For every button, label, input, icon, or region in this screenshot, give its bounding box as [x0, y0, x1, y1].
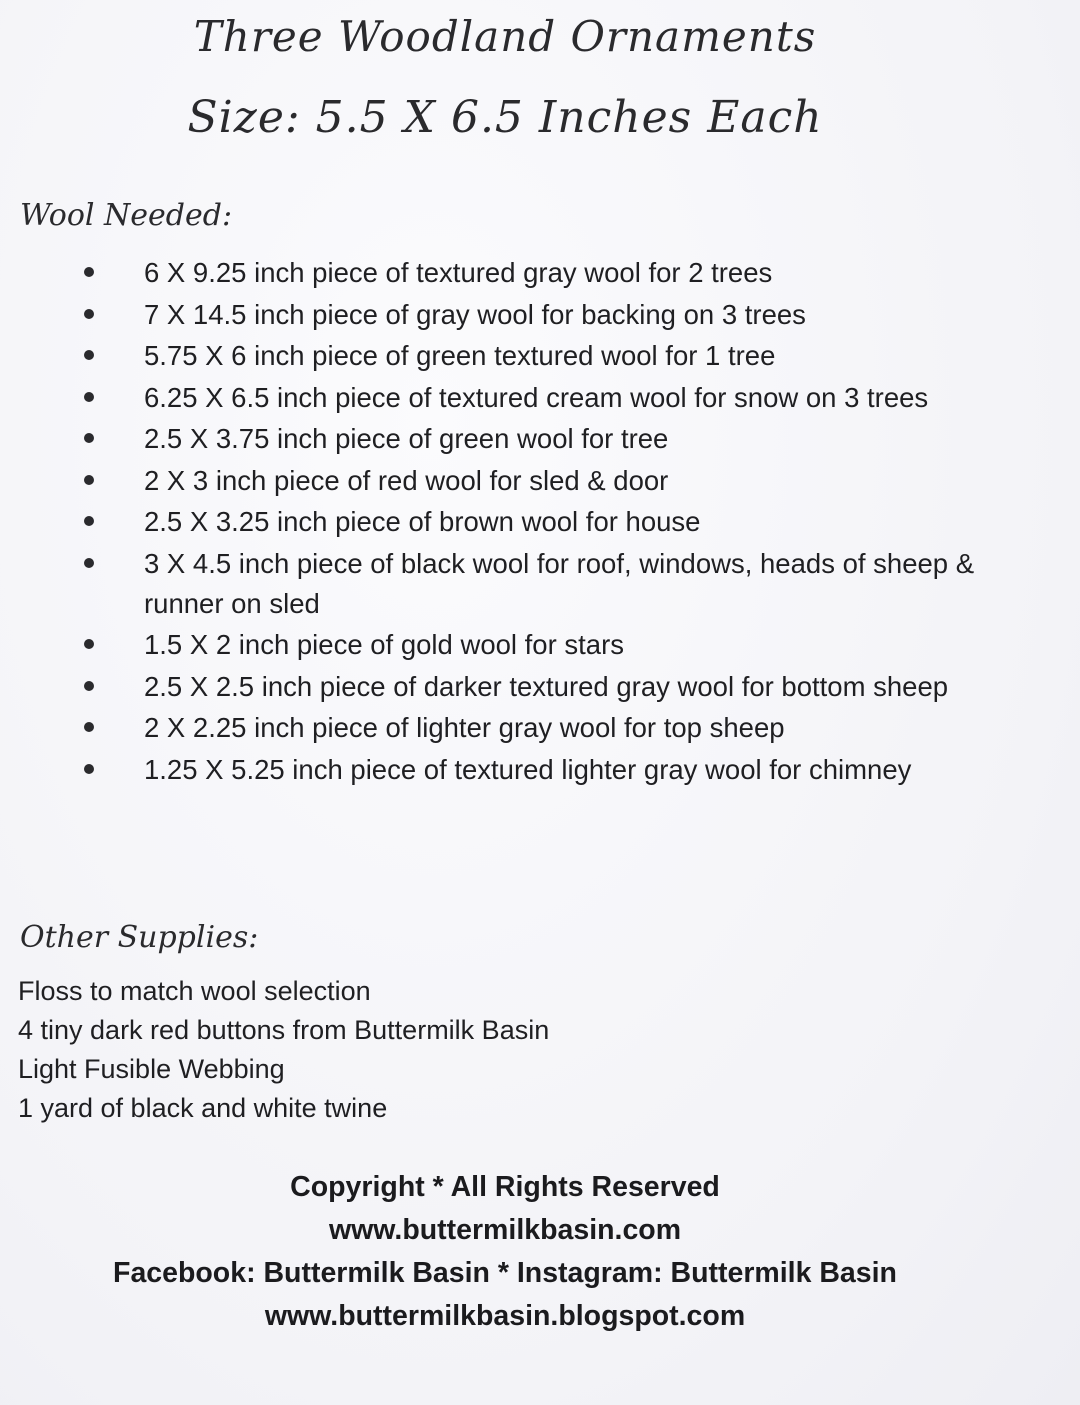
website-text: www.buttermilkbasin.com [328, 1214, 682, 1246]
blog-text: www.buttermilkbasin.blogspot.com [264, 1300, 746, 1332]
social-text: Facebook: Buttermilk Basin * Instagram: Buttermilk Basin [113, 1257, 897, 1289]
list-item-text: 2.5 X 2.5 inch piece of darker textured gray wool for bottom sheep [144, 670, 949, 702]
size-subtitle: Size: 5.5 X 6.5 Inches Each [187, 92, 823, 143]
bullet-icon [84, 764, 94, 774]
list-item [0, 667, 1010, 707]
list-item [0, 461, 1010, 501]
bullet-icon [84, 516, 94, 526]
list-item-text: 1.25 X 5.25 inch piece of textured lighter gray wool for chimney [144, 753, 912, 785]
bullet-icon [84, 309, 94, 319]
list-item [0, 625, 1010, 665]
bullet-icon [84, 558, 94, 568]
page-title: Three Woodland Ornaments [193, 12, 817, 61]
bullet-icon [84, 267, 94, 277]
list-item-text: 7 X 14.5 inch piece of gray wool for backing on 3 trees [144, 298, 806, 330]
footer [0, 1166, 1010, 1338]
list-item [0, 750, 1010, 790]
list-item-text: 2.5 X 3.25 inch piece of brown wool for house [144, 506, 701, 537]
list-item [0, 253, 1010, 293]
list-item [0, 295, 1010, 335]
bullet-icon [84, 639, 94, 649]
list-item-text: 6 X 9.25 inch piece of textured gray wool for 2 trees [144, 257, 773, 288]
list-item: Floss to match wool selection [18, 976, 371, 1006]
list-item: 4 tiny dark red buttons from Buttermilk Basin [18, 1015, 550, 1045]
list-item-text: 6.25 X 6.5 inch piece of textured cream wool for snow on 3 trees [144, 381, 929, 413]
list-item [0, 378, 1010, 418]
list-item: 1 yard of black and white twine [18, 1093, 388, 1123]
bullet-icon [84, 350, 94, 360]
list-item-text: 2 X 3 inch piece of red wool for sled & door [144, 464, 669, 496]
other-supplies-list [18, 972, 549, 1128]
bullet-icon [84, 681, 94, 691]
list-item [0, 544, 1010, 624]
copyright-text: Copyright * All Rights Reserved [290, 1171, 720, 1203]
wool-needed-heading: Wool Needed: [20, 198, 233, 233]
list-item-text: 5.75 X 6 inch piece of green textured wool for 1 tree [144, 340, 776, 371]
list-item [0, 419, 1010, 459]
list-item [0, 502, 1010, 542]
list-item: Light Fusible Webbing [18, 1054, 285, 1084]
list-item-text: 2.5 X 3.75 inch piece of green wool for tree [144, 423, 669, 454]
bullet-icon [84, 433, 94, 443]
list-item-text: 1.5 X 2 inch piece of gold wool for stars [144, 629, 624, 660]
list-item-text: 3 X 4.5 inch piece of black wool for roof, windows, heads of sheep & runner on sled [144, 547, 975, 619]
bullet-icon [84, 392, 94, 402]
list-item [0, 708, 1010, 748]
list-item [0, 336, 1010, 376]
bullet-icon [84, 475, 94, 485]
bullet-icon [84, 722, 94, 732]
wool-list [0, 253, 1010, 791]
other-supplies-heading: Other Supplies: [20, 920, 259, 955]
list-item-text: 2 X 2.25 inch piece of lighter gray wool for top sheep [144, 712, 785, 743]
